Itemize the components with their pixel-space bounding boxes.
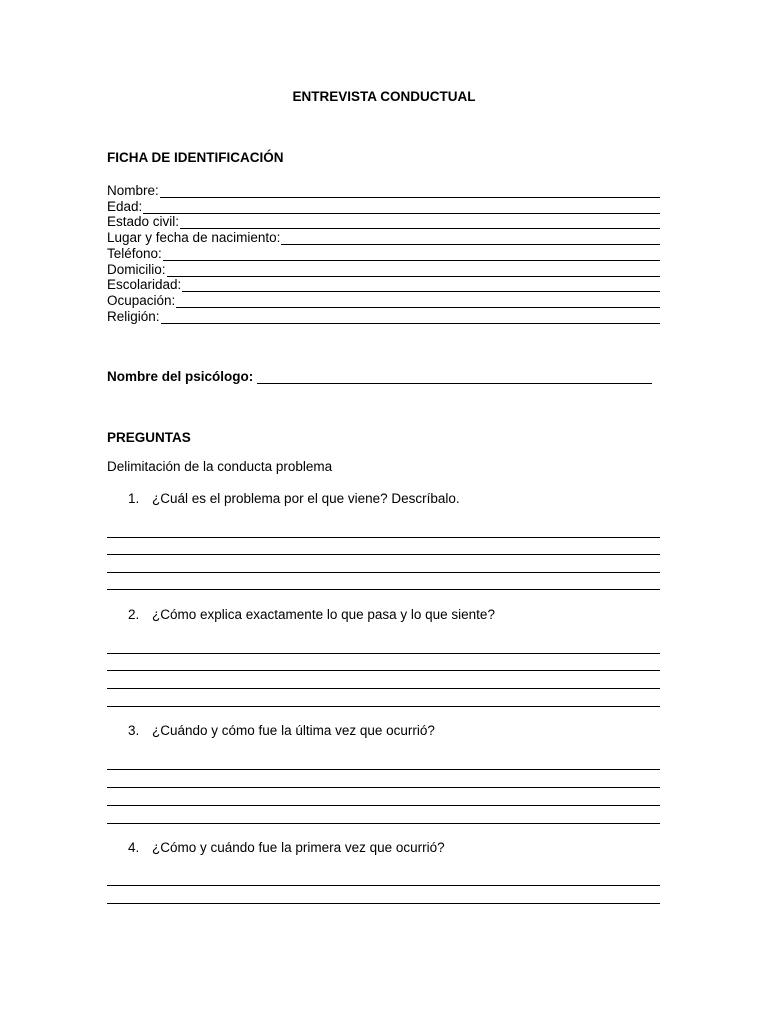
- field-label: Teléfono:: [107, 246, 162, 261]
- field-label: Lugar y fecha de nacimiento:: [107, 230, 281, 245]
- question-1: [128, 491, 460, 506]
- field-label: Estado civil:: [107, 214, 180, 229]
- answer-line: [107, 653, 660, 654]
- document-title: ENTREVISTA CONDUCTUAL: [292, 89, 476, 104]
- identification-heading: FICHA DE IDENTIFICACIÓN: [107, 150, 284, 165]
- fill-line: [143, 200, 660, 214]
- field-religion: [107, 308, 660, 324]
- psychologist-label: Nombre del psicólogo:: [107, 369, 254, 384]
- answer-line: [107, 823, 660, 824]
- answer-line: [107, 885, 660, 886]
- question-text: ¿Cuál es el problema por el que viene? Descríbalo.: [152, 491, 460, 506]
- question-4: [128, 840, 445, 855]
- answer-line: [107, 537, 660, 538]
- answer-line: [107, 554, 660, 555]
- answer-line: [107, 706, 660, 707]
- fill-line: [176, 294, 660, 308]
- answer-line: [107, 903, 660, 904]
- fill-line: [161, 310, 660, 324]
- field-label: Nombre:: [107, 183, 159, 198]
- question-number: 1.: [128, 491, 140, 506]
- answer-line: [107, 688, 660, 689]
- answer-line: [107, 572, 660, 573]
- question-number: 4.: [128, 840, 140, 855]
- field-telefono: [107, 245, 660, 261]
- field-label: Religión:: [107, 309, 160, 324]
- field-escolaridad: [107, 276, 660, 292]
- fill-line: [160, 184, 660, 198]
- question-number: 2.: [128, 607, 140, 622]
- psychologist-field: [107, 368, 652, 384]
- field-lugar-fecha-nacimiento: [107, 229, 660, 245]
- field-estado-civil: [107, 213, 660, 229]
- answer-line: [107, 670, 660, 671]
- question-text: ¿Cuándo y cómo fue la última vez que ocurrió?: [152, 723, 435, 738]
- field-nombre: [107, 182, 660, 198]
- field-label: Ocupación:: [107, 293, 176, 308]
- field-label: Edad:: [107, 199, 143, 214]
- subheading: Delimitación de la conducta problema: [107, 459, 333, 474]
- answer-line: [107, 769, 660, 770]
- field-label: Domicilio:: [107, 262, 166, 277]
- answer-line: [107, 787, 660, 788]
- field-label: Escolaridad:: [107, 277, 182, 292]
- fill-line: [281, 231, 660, 245]
- answer-line: [107, 589, 660, 590]
- fill-line: [257, 370, 652, 384]
- fill-line: [167, 263, 660, 277]
- questions-heading: PREGUNTAS: [107, 430, 191, 445]
- field-domicilio: [107, 261, 660, 277]
- answer-line: [107, 805, 660, 806]
- question-number: 3.: [128, 723, 140, 738]
- question-3: [128, 723, 435, 738]
- fill-line: [182, 278, 660, 292]
- field-ocupacion: [107, 292, 660, 308]
- question-text: ¿Cómo y cuándo fue la primera vez que ocurrió?: [152, 840, 445, 855]
- question-text: ¿Cómo explica exactamente lo que pasa y lo que siente?: [152, 607, 495, 622]
- question-2: [128, 607, 495, 622]
- fill-line: [163, 247, 660, 261]
- field-edad: [107, 198, 660, 214]
- fill-line: [180, 215, 660, 229]
